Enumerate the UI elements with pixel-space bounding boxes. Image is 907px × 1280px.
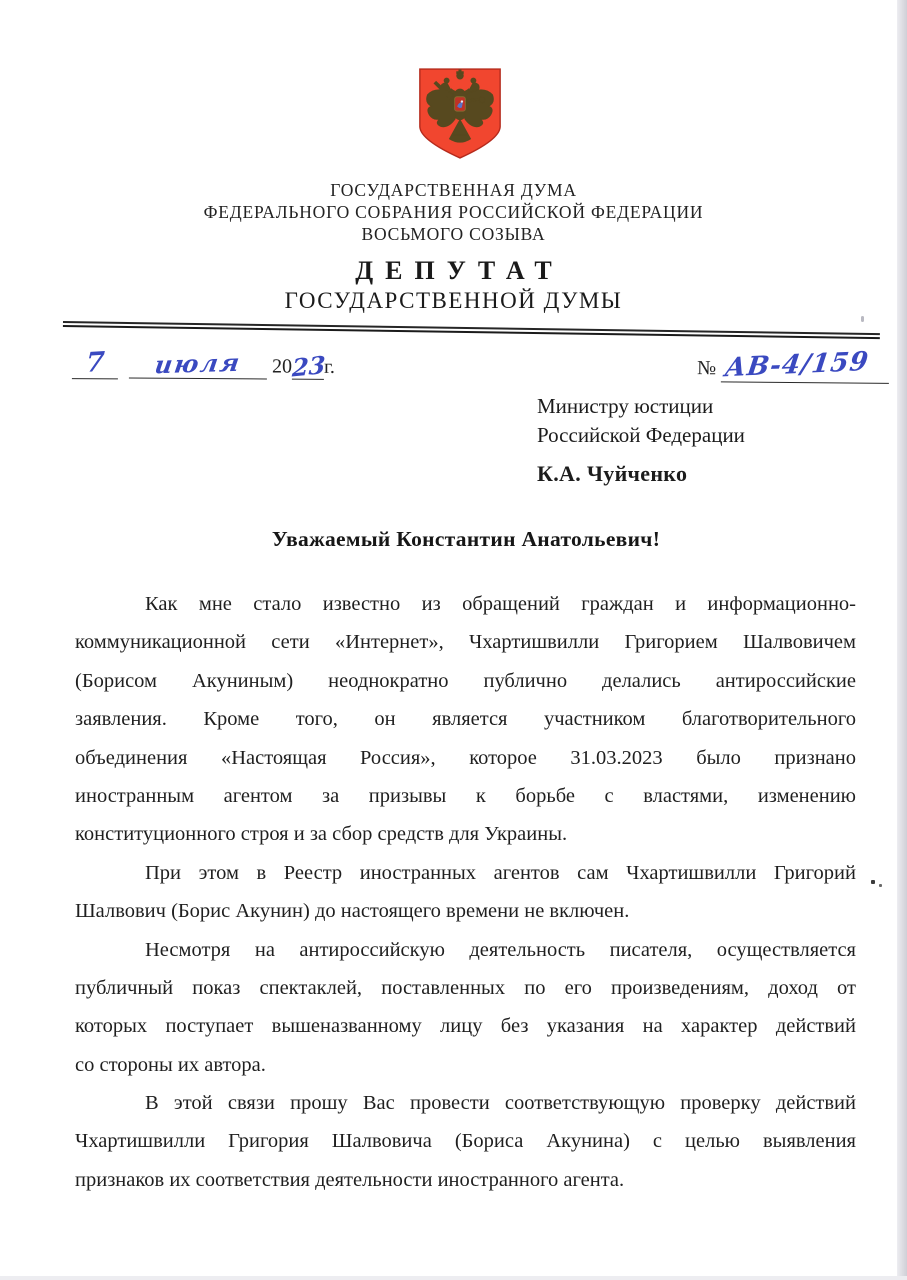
deputy-title: ДЕПУТАТ (355, 256, 564, 285)
body-line: Как мне стало известно из обращений граждан и информационно- (145, 593, 856, 615)
letterhead-rule (63, 321, 880, 340)
body-line: заявления. Кроме того, он является участником благотворительного (75, 708, 856, 731)
handwritten-day: 7 (84, 346, 106, 379)
body-line: иностранным агентом за призывы к борьбе с властями, изменению (75, 784, 856, 807)
body-line: публичный показ спектаклей, поставленных по его произведениям, доход от (75, 976, 856, 999)
recipient-line-1: Министру юстиции (537, 394, 714, 418)
scan-artifact-mark (861, 316, 864, 322)
body-line: Несмотря на антироссийскую деятельность писателя, осуществляется (145, 938, 856, 961)
org-line-3: ВОСЬМОГО СОЗЫВА (361, 224, 546, 244)
number-label: № (696, 357, 717, 380)
recipient-line-2: Российской Федерации (537, 423, 745, 447)
letter-body (75, 585, 856, 1199)
year-underline (291, 349, 326, 383)
number-underline (721, 346, 889, 384)
body-line: объединения «Настоящая Россия», которое 31.03.2023 было признано (75, 746, 856, 769)
body-line: При этом в Реестр иностранных агентов сам Чхартишвилли Григорий (145, 861, 856, 884)
recipient-name: К.А. Чуйченко (537, 461, 688, 486)
body-line: конституционного строя и за сбор средств для Украины. (75, 823, 568, 846)
deputy-subtitle: ГОСУДАРСТВЕННОЙ ДУМЫ (284, 288, 623, 313)
year-suffix: г. (323, 355, 336, 378)
date-day-underline (72, 347, 118, 379)
body-line: Чхартишвилли Григория Шалвовича (Бориса Акунина) с целью выявления (75, 1130, 856, 1153)
date-number-line (0, 348, 907, 392)
body-line: которых поступает вышеназванному лицу без указания на характер действий (75, 1015, 856, 1038)
recipient-block (537, 392, 867, 488)
scan-edge-shadow-bottom (0, 1276, 907, 1280)
org-line-2: ФЕДЕРАЛЬНОГО СОБРАНИЯ РОССИЙСКОЙ ФЕДЕРАЦИИ (203, 202, 704, 222)
date-block (72, 347, 335, 381)
body-line: Шалвович (Борис Акунин) до настоящего времени не включен. (75, 900, 630, 923)
scan-artifact-dot (879, 884, 882, 887)
handwritten-month: июля (152, 347, 244, 380)
body-line: (Борисом Акуниным) неоднократно публично делались антироссийские (75, 669, 856, 692)
body-line: коммуникационной сети «Интернет», Чхартишвилли Григорием Шалвовичем (75, 631, 856, 654)
scan-artifact-dot (871, 880, 875, 884)
body-line: со стороны их автора. (75, 1053, 266, 1076)
org-line-1: ГОСУДАРСТВЕННАЯ ДУМА (330, 180, 577, 200)
russian-coat-of-arms-icon (417, 66, 503, 161)
year-prefix: 20 (271, 355, 293, 378)
handwritten-number: АВ-4/159 (723, 346, 871, 384)
org-name-block (0, 179, 907, 245)
body-line: В этой связи прошу Вас провести соответствующую проверку действий (145, 1092, 856, 1115)
number-block (696, 346, 889, 384)
body-line: признаков их соответствия деятельности иностранного агента. (75, 1168, 625, 1191)
salutation: Уважаемый Константин Анатольевич! (271, 527, 661, 551)
date-month-underline (129, 348, 267, 379)
handwritten-year: 23 (291, 349, 326, 383)
